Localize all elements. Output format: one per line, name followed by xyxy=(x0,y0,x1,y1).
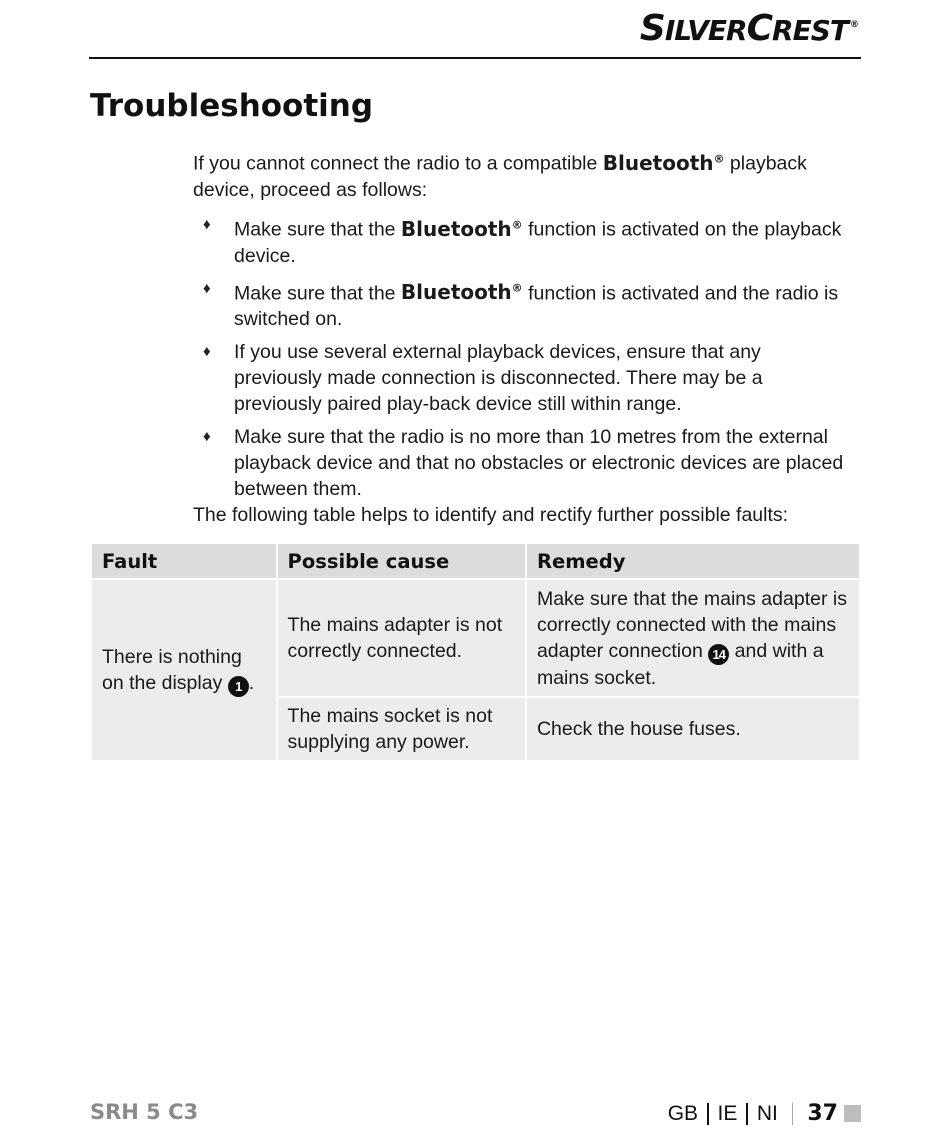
diamond-bullet-icon: ♦ xyxy=(203,428,211,446)
cause-cell: The mains adapter is not correctly connected. xyxy=(278,580,525,696)
header-divider xyxy=(89,57,861,59)
checklist xyxy=(193,212,853,502)
fault-cell: There is nothing on the display 1 . xyxy=(92,580,276,760)
list-item: ♦ Make sure that the Bluetooth® function is activated and the radio is switched on. xyxy=(193,276,853,333)
model-number: SRH 5 C3 xyxy=(90,1100,199,1124)
remedy-cell: Check the house fuses. xyxy=(527,698,859,760)
diamond-bullet-icon: ♦ xyxy=(203,343,211,361)
table-row xyxy=(92,580,859,696)
language-code: IE xyxy=(717,1101,738,1125)
table-intro-paragraph: The following table helps to identify and rectify further possible faults: xyxy=(193,504,789,526)
separator xyxy=(746,1103,748,1125)
diamond-bullet-icon: ♦ xyxy=(203,279,211,297)
separator xyxy=(707,1103,709,1125)
column-header-cause: Possible cause xyxy=(278,544,525,578)
intro-paragraph: If you cannot connect the radio to a compatible Bluetooth® playback device, proceed as follows: xyxy=(193,150,807,201)
separator xyxy=(792,1103,794,1125)
list-item: ♦ If you use several external playback devices, ensure that any previously made connection is disconnected. There may be a previously paired play-back device still within range. xyxy=(203,341,763,416)
language-code: GB xyxy=(667,1101,699,1125)
ref-number-badge: 1 xyxy=(228,676,249,697)
remedy-cell: Make sure that the mains adapter is correctly connected with the mains adapter connection 14 and with a mains socket. xyxy=(527,580,859,696)
footer-page-info xyxy=(668,1101,861,1126)
page-marker-square xyxy=(844,1105,861,1122)
page-title: Troubleshooting xyxy=(90,88,374,124)
column-header-fault: Fault xyxy=(92,544,276,578)
ref-number-badge: 14 xyxy=(708,644,729,665)
page-number: 37 xyxy=(807,1101,838,1126)
list-item: ♦ Make sure that the Bluetooth® function is activated on the playback device. xyxy=(193,212,853,269)
brand-logo: SILVERCREST ® xyxy=(639,8,858,49)
cause-cell: The mains socket is not supplying any power. xyxy=(278,698,525,760)
bluetooth-wordmark: Bluetooth® xyxy=(602,150,725,175)
list-item: ♦ Make sure that the radio is no more than 10 metres from the external playback device and that no obstacles or electronic devices are placed between them. xyxy=(203,426,844,501)
bluetooth-wordmark: Bluetooth® xyxy=(400,216,523,241)
column-header-remedy: Remedy xyxy=(527,544,859,578)
troubleshooting-table xyxy=(90,542,861,762)
language-code: NI xyxy=(756,1101,778,1125)
table-header-row xyxy=(92,544,859,578)
diamond-bullet-icon: ♦ xyxy=(203,216,211,233)
bluetooth-wordmark: Bluetooth® xyxy=(400,280,523,305)
